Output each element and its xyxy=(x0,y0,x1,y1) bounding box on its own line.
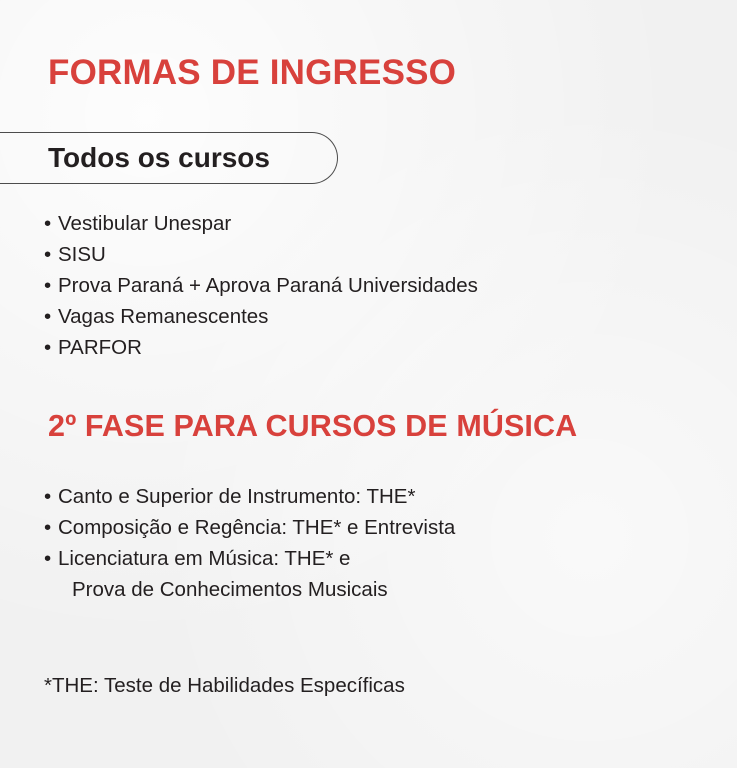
bullet-icon: • xyxy=(44,212,52,235)
bullet-icon: • xyxy=(44,336,52,359)
list-item-label: SISU xyxy=(58,243,106,266)
tag-label: Todos os cursos xyxy=(48,142,270,173)
list-item-label: PARFOR xyxy=(58,336,142,359)
bullet-icon: • xyxy=(44,516,52,539)
list-item xyxy=(44,270,478,301)
all-courses-tag xyxy=(0,132,340,184)
bullet-icon: • xyxy=(44,305,52,328)
list-item xyxy=(44,512,455,543)
bullet-icon: • xyxy=(44,485,52,508)
list-item-label: Canto e Superior de Instrumento: THE* xyxy=(58,485,416,508)
list-item-label: Prova Paraná + Aprova Paraná Universidades xyxy=(58,274,478,297)
list-item-label: Vagas Remanescentes xyxy=(58,305,269,328)
list-item xyxy=(44,332,478,363)
music-list xyxy=(44,481,455,605)
bullet-icon: • xyxy=(44,274,52,297)
list-item-label: Vestibular Unespar xyxy=(58,212,232,235)
page-title: FORMAS DE INGRESSO xyxy=(48,53,457,92)
bullet-icon: • xyxy=(44,243,52,266)
section-title-music: 2º FASE PARA CURSOS DE MÚSICA xyxy=(48,409,578,443)
list-item xyxy=(44,239,478,270)
list-item-continuation xyxy=(44,574,455,605)
list-item-label: Composição e Regência: THE* e Entrevista xyxy=(58,516,456,539)
list-item xyxy=(44,481,455,512)
list-item-label: Prova de Conhecimentos Musicais xyxy=(72,578,388,601)
list-item xyxy=(44,301,478,332)
courses-list xyxy=(44,208,478,363)
list-item-label: Licenciatura em Música: THE* e xyxy=(58,547,351,570)
list-item xyxy=(44,543,455,574)
bullet-icon: • xyxy=(44,547,52,570)
footnote: *THE: Teste de Habilidades Específicas xyxy=(44,674,405,697)
list-item xyxy=(44,208,478,239)
